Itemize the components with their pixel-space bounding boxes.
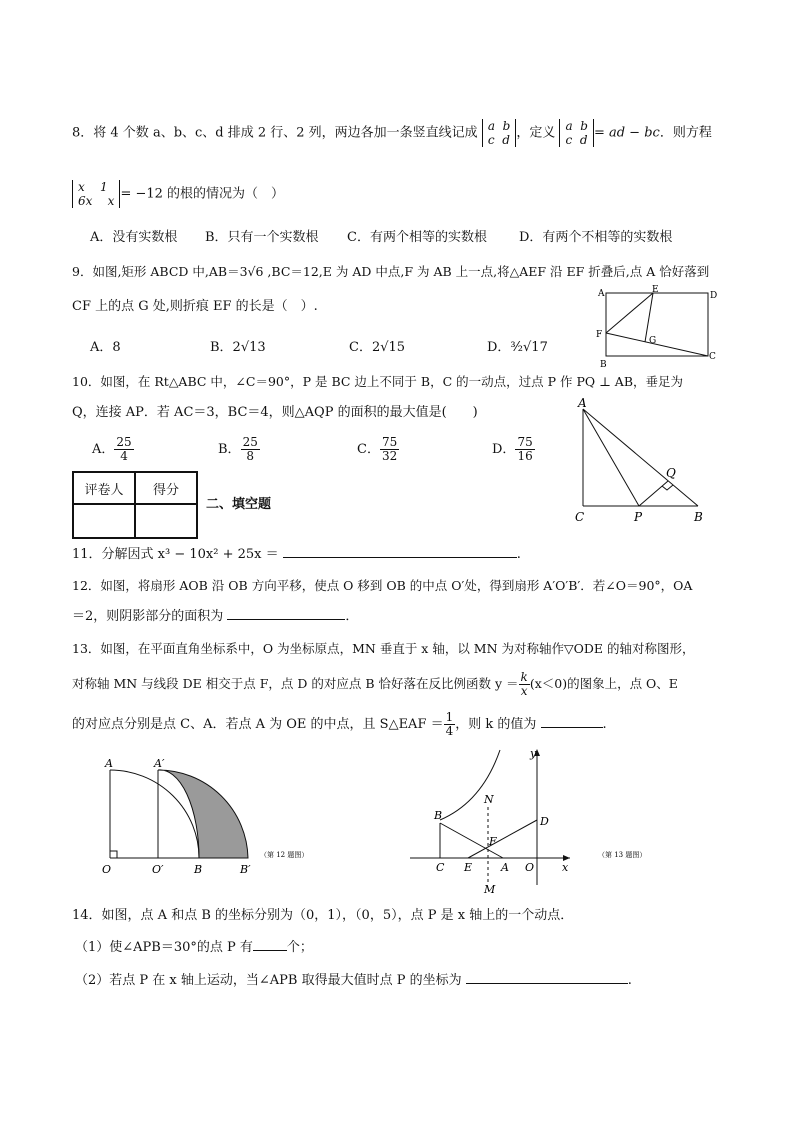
q12-line2: ＝2，则阴影部分的面积为 ． (72, 609, 359, 624)
q8-option-b[interactable]: B．只有一个实数根 (205, 230, 319, 245)
q12-label-a: A (105, 757, 113, 770)
score-header-grader: 评卷人 (73, 472, 135, 504)
q8-option-c[interactable]: C．有两个相等的实数根 (347, 230, 487, 245)
q13-label-e: E (464, 861, 473, 874)
q10-label-p: P (634, 510, 643, 524)
q12-figure (100, 755, 330, 880)
q10-segment-pq (639, 481, 668, 506)
score-cell-grader[interactable] (73, 504, 135, 538)
q14-part1-blank[interactable] (253, 938, 287, 951)
q8-intro: 8．将 4 个数 a、b、c、d 排成 2 行、2 列，两边各加一条竖直线记成 (72, 125, 478, 141)
q12-shaded-region (158, 770, 248, 858)
q9-label-c: C (709, 352, 716, 362)
q12-caption: （第 12 题图） (260, 851, 309, 859)
q9-line-fe (606, 293, 653, 333)
q9-line1: 9．如图,矩形 ABCD 中,AB＝3√6 ,BC＝12,E 为 AD 中点,F 为 AB 上一点,将△AEF 沿 EF 折叠后,点 A 恰好落到 (72, 264, 710, 279)
q8-matrix-2: a b c d (559, 119, 593, 147)
q13-segment-ed (468, 820, 537, 858)
q13-label-o: O (525, 861, 535, 874)
q9-option-b[interactable]: B．2√13 (210, 340, 266, 355)
q8-option-d[interactable]: D．有两个不相等的实数根 (519, 230, 673, 245)
q11-answer-blank[interactable] (283, 545, 517, 558)
q13-line2: 对称轴 MN 与线段 DE 相交于点 F，点 D 的对应点 B 恰好落在反比例函数 y ＝ $\frac{k}{x}$ (x＜0)的图象上，点 O、E (72, 670, 678, 698)
q8-line1 (72, 119, 712, 147)
q14-part2-blank[interactable] (466, 971, 628, 984)
q13-label-m: M (484, 883, 496, 895)
q9-label-f: F (596, 330, 603, 340)
q13-label-c: C (436, 861, 445, 874)
q9-figure (592, 283, 722, 369)
q13-label-b: B (434, 809, 443, 822)
q10-line2: Q，连接 AP．若 AC＝3，BC＝4，则△AQP 的面积的最大值是( ) (72, 405, 478, 420)
q9-option-c[interactable]: C．2√15 (349, 340, 406, 355)
q14-line1: 14．如图，点 A 和点 B 的坐标分别为（0，1），（0，5），点 P 是 x 轴上的一个动点． (72, 908, 574, 923)
q10-label-a: A (578, 396, 587, 410)
q10-option-a[interactable]: A． $\frac{25}{4}$ (92, 435, 132, 463)
q10-label-q: Q (666, 466, 676, 480)
q9-rectangle (606, 293, 708, 356)
score-cell-score[interactable] (135, 504, 197, 538)
q9-line-fc (606, 333, 708, 356)
q11-line: 11．分解因式 x³ − 10x² + 25x ＝ . (72, 547, 521, 562)
q14-part2: （2）若点 P 在 x 轴上运动，当∠APB 取得最大值时点 P 的坐标为 . (75, 973, 632, 988)
q9-line2: CF 上的点 G 处,则折痕 EF 的长是（ ）. (72, 299, 318, 314)
q10-option-c[interactable]: C． $\frac{75}{32}$ (357, 435, 398, 463)
q13-caption: （第 13 题图） (598, 851, 647, 859)
score-table (72, 471, 198, 539)
q13-label-f: F (489, 835, 497, 848)
q8-formula: = ad − bc (593, 125, 660, 141)
q8-tail: ．则方程 (659, 125, 712, 141)
q10-side-ab (583, 409, 698, 506)
q9-label-a: A (598, 289, 605, 299)
q12-label-b-prime: B′ (240, 863, 251, 876)
q13-label-d: D (540, 815, 549, 828)
q13-answer-blank[interactable] (541, 715, 603, 728)
q9-label-g: G (649, 336, 657, 346)
q14-part1: （1）使∠APB＝30°的点 P 有 个； (75, 940, 313, 955)
q8-eq-matrix: x 1 6x x (72, 180, 120, 208)
q10-right-angle (662, 485, 673, 490)
q13-label-y: y (530, 747, 537, 760)
score-header-score: 得分 (135, 472, 197, 504)
q8-define: ，定义 (516, 125, 556, 141)
q12-label-o: O (102, 863, 112, 876)
q12-right-angle (110, 851, 117, 858)
q9-option-a[interactable]: A．8 (90, 340, 121, 355)
q12-answer-blank[interactable] (227, 607, 345, 620)
q8-option-a[interactable]: A．没有实数根 (90, 230, 178, 245)
q13-hyperbola (440, 750, 500, 820)
q10-line1: 10．如图，在 Rt△ABC 中，∠C＝90°，P 是 BC 边上不同于 B，C 的一动点，过点 P 作 PQ ⊥ AB，垂足为 (72, 374, 684, 389)
q12-label-a-prime: A′ (154, 757, 165, 770)
q12-label-b: B (194, 863, 203, 876)
q9-label-d: D (710, 291, 718, 301)
q8-matrix-1: a b c d (482, 119, 516, 147)
q11-text: 11．分解因式 x³ − 10x² + 25x ＝ (72, 547, 279, 562)
q10-option-d[interactable]: D． $\frac{75}{16}$ (492, 435, 533, 463)
q12-line1: 12．如图，将扇形 AOB 沿 OB 方向平移，使点 O 移到 OB 的中点 O′处，得到扇形 A′O′B′．若∠O＝90°，OA (72, 578, 693, 593)
q13-line1: 13．如图，在平面直角坐标系中，O 为坐标原点，MN 垂直于 x 轴，以 MN 为对称轴作▽ODE 的轴对称图形， (72, 641, 695, 656)
q13-figure (400, 745, 700, 895)
q10-label-c: C (575, 510, 585, 524)
q13-label-x: x (562, 861, 569, 874)
section-title-fill-blank: 二、填空题 (206, 497, 272, 512)
q13-label-a: A (501, 861, 509, 874)
q8-eq-rhs: = −12 的根的情况为（ ） (120, 186, 285, 202)
q10-segment-ap (583, 409, 639, 506)
q13-label-n: N (484, 793, 494, 806)
q12-label-o-prime: O′ (152, 863, 164, 876)
q8-equation (72, 180, 284, 208)
q9-label-e: E (652, 285, 659, 295)
q10-option-b[interactable]: B． $\frac{25}{8}$ (218, 435, 258, 463)
q9-line-eg (645, 293, 653, 342)
q9-label-b: B (600, 360, 607, 369)
q13-line3: 的对应点分别是点 C、A．若点 A 为 OE 的中点，且 S△EAF ＝ $\frac{1}{4}$ ，则 k 的值为 . (72, 710, 607, 738)
q9-option-d[interactable]: D．³⁄₂√17 (487, 340, 548, 355)
q10-label-b: B (694, 510, 703, 524)
q10-figure (572, 395, 712, 527)
